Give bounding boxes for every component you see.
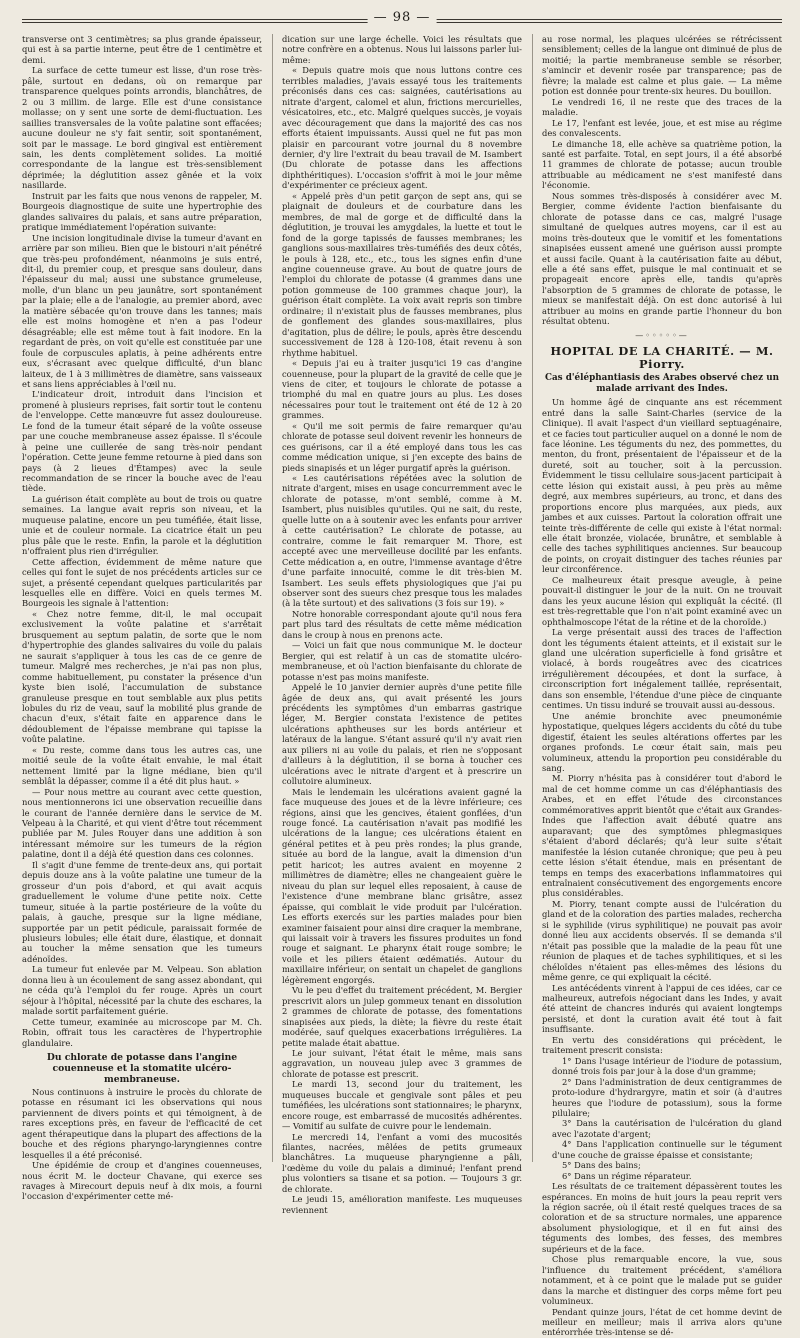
page-number: — 98 — [368,10,437,25]
paragraph: Le dimanche 18, elle achève sa quatrième potion, la santé est parfaite. Total, en sept jours, il a été absorbé 11 grammes de chlorate de potasse; aucun trouble attribuable au médicament ne s'est manifesté dans l'économie. [542,138,782,191]
paragraph: Une épidémie de croup et d'angines couenneuses, nous écrit M. le docteur Chavane, qui exerce ses ravages à Mirecourt depuis neuf à dix mois, a fourni l'occasion d'expérimenter cette mé- [22,1160,262,1202]
paragraph: M. Piorry, tenant compte aussi de l'ulcération du gland et de la coloration des parties malades, rechercha si le syphilide (virus syphilitique) ne pouvait pas avoir donné lieu aux accidents observés. Il se demanda s'il n'était pas possible que la maladie de la peau fût une réunion de plaques et de taches syphilitiques, et si les chéloïdes n'étaient pas elles-mêmes des lésions du même genre, ce qui expliquait la cécité. [542,898,782,983]
paragraph: « Depuis quatre mois que nous luttons contre ces terribles maladies, j'avais essayé tous les traitements préconisés dans ces cas: saignées, cautérisations au nitrate d'argent, calomel et alun, frictions mercurielles, vésicatoires, etc., etc. Malgré quelques succès, je voyais avec découragement que dans la majorité des cas nos efforts étaient impuissants. Aussi quel ne fut pas mon plaisir en parcourant votre journal du 8 novembre dernier, d'y lire l'extrait du beau travail de M. Isambert (Du chlorate de potasse dans les affections diphthéritiques). L'occasion s'offrit à moi le jour même d'expérimenter ce précieux agent. [282,65,522,191]
paragraph: Le mardi 13, second jour du traitement, les muqueuses buccale et gengivale sont pâles et peu tuméfiées, les ulcérations sont stationnaires; le pharynx, encore rouge, est embarrassé de mucosités adhérentes. — Vomitif au sulfate de cuivre pour le lendemain. [282,1079,522,1132]
column-2 [272,34,522,1215]
treatment-list-item: 5° Dans des bains; [562,1160,641,1171]
paragraph: transverse ont 3 centimètres; sa plus grande épaisseur, qui est à sa partie interne, peut être de 1 centimètre et demi. [22,34,262,65]
paragraph: Les antécédents vinrent à l'appui de ces idées, car ce malheureux, autrefois négociant dans les Indes, y avait été atteint de chancres indurés qui avaient longtemps persisté, et dont la curation avait été tout à fait insuffisante. [542,982,782,1035]
paragraph: Pendant quinze jours, l'état de cet homme devint de meilleur en meilleur; mais il arriva alors qu'une entérorrhée très-intense se dé- [542,1306,782,1338]
paragraph: Il s'agit d'une femme de trente-deux ans, qui portait depuis douze ans à la voûte palatine une tumeur de la grosseur d'un pois d'abord, et qui avait acquis graduellement le volume d'une petite noix. Cette tumeur, située à la partie postérieure de la voûte du palais, à gauche, presque sur la ligne médiane, supportée par un petit pédicule, paraissait formée de plusieurs lobules; elle était dure, élastique, et donnait au toucher la même sensation que les tumeurs adénoïdes. [22,859,262,964]
paragraph: « Appelé près d'un petit garçon de sept ans, qui se plaignait de douleurs et de courbature dans les membres, de mal de gorge et de difficulté dans la déglutition, je trouvai les amygdales, la luette et tout le fond de la gorge tapissés de fausses membranes; les ganglions sous-maxillaires très-tuméfiés des deux côtés, le pouls à 128, etc., etc., tous les signes enfin d'une angine couenneuse grave. Au bout de quatre jours de l'emploi du chlorate de potasse (4 grammes dans une potion gommeuse de 100 grammes chaque jour), la guérison était complète. La voix avait repris son timbre ordinaire; il n'existait plus de fausses membranes, plus de gonflement des glandes sous-maxillaires, plus d'agitation, plus de délire; le pouls, après être descendu successivement de 128 à 120-108, était revenu à son rhythme habituel. [282,190,522,358]
section-title: Du chlorate de potasse dans l'angine couenneuse et la stomatite ulcéro-membraneuse. [46,1051,238,1085]
columns [22,34,782,1338]
paragraph: « Chez notre femme, dit-il, le mal occupait exclusivement la voûte palatine et s'arrêtait brusquement au septum palatin, de sorte que le nom d'hypertrophie des glandes salivaires du voile du palais ne saurait s'appliquer à tous les cas de ce genre de tumeur. Malgré mes recherches, je n'ai pas non plus, comme habituellement, pu constater la présence d'un kyste bien isolé, l'accumulation de substance granuleuse presque en tout semblable aux plus petits lobules du riz de veau, sauf la mobilité plus grande de chacun d'eux, s'était faite en apparence dans le dédoublement de l'épaisse membrane qui tapisse la voûte palatine. [22,608,262,745]
paragraph: L'indicateur droit, introduit dans l'incision et promené à plusieurs reprises, fait sortir tout le contenu de l'enveloppe. Cette manœuvre fut assez douloureuse. Le fond de la tumeur était séparé de la voûte osseuse par une couche membraneuse assez épaisse. Il s'écoule à peine une cuillerée de sang très-noir pendant l'opération. Cette jeune femme retourne à pied dans son pays (à 2 lieues d'Étampes) avec la seule recommandation de se rincer la bouche avec de l'eau tiède. [22,389,262,494]
paragraph: Les résultats de ce traitement dépassèrent toutes les espérances. En moins de huit jours la peau reprit vers la région sacrée, où il était resté quelques traces de sa coloration et de sa structure normales, une apparence absolument physiologique, et il en fut ainsi des téguments des lombes, des fesses, des membres supérieurs et de la face. [542,1181,782,1254]
paragraph: Le jour suivant, l'état était le même, mais sans aggravation, un nouveau julep avec 3 grammes de chlorate de potasse est prescrit. [282,1047,522,1079]
paragraph: La tumeur fut enlevée par M. Velpeau. Son ablation donna lieu à un écoulement de sang assez abondant, qui ne céda qu'à l'emploi du fer rouge. Après un court séjour à l'hôpital, nécessité par la chute des eschares, la malade sortit parfaitement guérie. [22,964,262,1017]
paragraph: Mais le lendemain les ulcérations avaient gagné la face muqueuse des joues et de la lèvre inférieure; ces régions, ainsi que les gencives, étaient gonflées, d'un rouge foncé. La cautérisation n'avait pas modifié les ulcérations de la langue; ces ulcérations étaient en général petites et à peu près rondes; la plus grande, située au bord de la langue, avait la dimension d'un petit haricot; les autres avaient en moyenne 2 millimètres de diamètre; elles ne changeaient guère le niveau du plan sur lequel elles reposaient, à cause de l'existence d'une membrane blanc grisâtre, assez épaisse, qui comblait le vide produit par l'ulcération. Les efforts exercés sur les parties malades pour bien examiner faisaient pour ainsi dire craquer la membrane, qui laissait voir à travers les fissures produites un fond rouge et saignant. Le pharynx était rouge sombre; le voile et les piliers étaient œdématiés. Autour du maxillaire inférieur, on sentait un chapelet de ganglions légèrement engorgés. [282,786,522,985]
paragraph: Notre honorable correspondant ajoute qu'il nous fera part plus tard des résultats de cette même médication dans le croup à nous en prenons acte. [282,608,522,640]
paragraph: dication sur une large échelle. Voici les résultats que notre confrère en a obtenus. Nous lui laissons parler lui-même: [282,34,522,65]
paragraph: La surface de cette tumeur est lisse, d'un rose très-pâle, surtout en dedans, où on remarque par transparence quelques points arrondis, blanchâtres, de 2 ou 3 millim. de large. Elle est d'une consistance mollasse; on y sent une sorte de demi-fluctuation. Les saillies transversales de la voûte palatine sont effacées; aucune douleur ne s'y fait sentir, soit spontanément, soit par le massage. Le bord gingival est entièrement sain, les dents complètement solides. La moitié correspondante de la langue est très-sensiblement déprimée; la déglutition assez gênée et la voix nasillarde. [22,65,262,191]
paragraph: Chose plus remarquable encore, la vue, sous l'influence du traitement précédent, s'améliora notamment, et à ce point que le malade put se guider dans la marche et distinguer des corps même fort peu volumineux. [542,1254,782,1307]
paragraph: — Voici un fait que nous communique M. le docteur Bergier, qui est relatif à un cas de stomatite ulcéro-membraneuse, et où l'action bienfaisante du chlorate de potasse n'est pas moins manifeste. [282,640,522,682]
treatment-list-item: 3° Dans la cautérisation de l'ulcération du gland avec l'azotate d'argent; [552,1118,782,1139]
treatment-list-item: 1° Dans l'usage intérieur de l'iodure de potassium, donné trois fois par jour à la dose d'un gramme; [552,1055,782,1077]
column-3 [532,34,782,1338]
treatment-list-item: 6° Dans un régime réparateur. [562,1170,692,1181]
paragraph: M. Piorry n'hésita pas à considérer tout d'abord le mal de cet homme comme un cas d'éléphantiasis des Arabes, et en effet l'étude des circonstances commémoratives apprit bientôt que c'était aux Grandes-Indes que l'affection avait débuté quatre ans auparavant; que des symptômes phlegmasiques s'étaient d'abord déclarés; qu'à leur suite s'était manifestée la lésion cutanée chronique; que peu à peu cette lésion s'était étendue, mais en présentant de temps en temps des exacerbations inflammatoires qui entraînaient consécutivement des engorgements encore plus considérables. [542,773,782,899]
treatment-list-item: 2° Dans l'administration de deux centigrammes de proto-iodure d'hydrargyre, matin et soir (à d'autres heures que l'iodure de potassium), sous la forme pilulaire; [552,1076,782,1118]
paragraph: Le vendredi 16, il ne reste que des traces de la maladie. [542,96,782,118]
page-header [22,8,782,30]
paragraph: « Depuis j'ai eu à traiter jusqu'ici 19 cas d'angine couenneuse, pour la plupart de la gravité de celle que je viens de citer, et toujours le chlorate de potasse a triomphé du mal en quatre jours au plus. Les doses nécessaires pour tout le traitement ont été de 12 à 20 grammes. [282,358,522,421]
paragraph: Une anémie bronchite avec pneumonémie hypostatique, quelques légers accidents du côté du tube digestif, étaient les seules altérations offertes par les organes profonds. Le cœur était sain, mais peu volumineux, attendu la proportion peu considérable du sang. [542,710,782,773]
paragraph: Un homme âgé de cinquante ans est récemment entré dans la salle Saint-Charles (service de la Clinique). Il avait l'aspect d'un vieillard septuagénaire, et ce facies tout particulier auquel on a donné le nom de face léonine. Les téguments du nez, des pommettes, du menton, du front, présentaient de l'épaisseur et de la dureté, soit au toucher, soit à la percussion. Évidemment le tissu cellulaire sous-jacent participait à cette lésion qui existait aussi, à peu près au même degré, aux membres supérieurs, au tronc, et dans des proportions encore plus marquées, aux pieds, aux jambes et aux cuisses. Partout la coloration offrait une teinte très-différente de celle qui existe à l'état normal: elle était bronzée, violacée, brunâtre, et semblable à celle des taches syphilitiques anciennes. Sur beaucoup de points, on croyait distinguer des taches réunies par leur circonférence. [542,397,782,575]
hospital-heading: HOPITAL DE LA CHARITÉ. — M. Piorry. [550,344,774,372]
paragraph: En vertu des considérations qui précèdent, le traitement prescrit consista: [542,1034,782,1056]
paragraph: Une incision longitudinale divise la tumeur d'avant en arrière par son milieu. Bien que le bistouri n'ait pénétré que très-peu profondément, néanmoins je suis entré, dit-il, du premier coup, et presque sans douleur, dans l'épaisseur du mal; aussi une substance grumeleuse, molle, d'un blanc un peu jaunâtre, sort spontanément par la plaie; elle a de l'analogie, au premier abord, avec la matière sébacée qu'on trouve dans les tannes; mais elle est moins homogène et n'en a pas l'odeur désagréable; elle est même tout à fait inodore. En la regardant de près, on voit qu'elle est constituée par une foule de corpuscules aplatis, à peine adhérents entre eux, s'écrasant avec quelque difficulté, d'un blanc laiteux, de 1 à 3 millimètres de diamètre, sans vaisseaux et sans liens appréciables à l'œil nu. [22,232,262,389]
case-title: Cas d'éléphantiasis des Arabes observé chez un malade arrivant des Indes. [544,373,779,394]
paragraph: « Qu'il me soit permis de faire remarquer qu'au chlorate de potasse seul doivent revenir les honneurs de ces guérisons, car il a été employé dans tous les cas comme médication unique, si j'en excepte des bains de pieds sinapisés et un léger purgatif après la guérison. [282,420,522,473]
paragraph: Nous sommes très-disposés à considérer avec M. Bergier, comme évidente l'action bienfaisante du chlorate de potasse dans ce cas, malgré l'usage simultané de quelques autres moyens, car il est au moins très-douteux que le vomitif et les fomentations sinapisées eussent amené une guérison aussi prompte et aussi facile. Quant à la cautérisation faite au début, elle a été sans effet, puisque le mal continuait et se propageait encore après elle, tandis qu'après l'absorption de 5 grammes de chlorate de potasse, le mieux se manifestait déjà. On est donc autorisé à lui attribuer au moins en grande partie l'honneur du bon résultat obtenu. [542,190,782,327]
column-1 [22,34,262,1202]
paragraph: Cette affection, évidemment de même nature que celles qui font le sujet de nos précédents articles sur ce sujet, a présenté cependant quelques particularités par lesquelles elle en diffère. Voici en quels termes M. Bourgeois les signale à l'attention: [22,556,262,609]
paragraph: La verge présentait aussi des traces de l'affection dont les téguments étaient atteints, et il existait sur le gland une ulcération superficielle à fond grisâtre et violacé, à bords rougeâtres avec des cicatrices irrégulièrement découpées, et dont la surface, à circonscription fort inégalement taillée, représentait, dans son ensemble, l'étendue d'une pièce de cinquante centimes. Un tissu induré se trouvait aussi au-dessous. [542,627,782,711]
paragraph: Le jeudi 15, amélioration manifeste. Les muqueuses reviennent [282,1194,522,1215]
ornament-divider: —◦◦◦◦◦— [635,330,689,340]
paragraph: Ce malheureux était presque aveugle, à peine pouvait-il distinguer le jour de la nuit. On ne trouvait dans les yeux aucune lésion qui expliquât la cécité. (Il est très-regrettable que l'on n'ait point examiné avec un ophthalmoscope l'état de la rétine et de la choroïde.) [542,574,782,627]
paragraph: — Pour nous mettre au courant avec cette question, nous mentionnerons ici une observation recueillie dans le courant de l'année dernière dans le service de M. Velpeau à la Charité, et qui vient d'être tout récemment publiée par M. Jules Rouyer dans une addition à son intéressant mémoire sur les tumeurs de la région palatine, dont il a déjà été question dans ces colonnes. [22,786,262,860]
paragraph: au rose normal, les plaques ulcérées se rétrécissent sensiblement; celles de la langue ont diminué de plus de moitié; la partie membraneuse semble se résorber, s'amincir et devenir rosée par transparence; pas de fièvre; la malade est calme et plus gaie. — La même potion est donnée pour trente-six heures. Du bouillon. [542,34,782,97]
paragraph: Vu le peu d'effet du traitement précédent, M. Bergier prescrivit alors un julep gommeux tenant en dissolution 2 grammes de chlorate de potasse, des fomentations sinapisées aux pieds, la diète; la fièvre du reste était modérée, sauf quelques exacerbations irrégulières. La petite malade était abattue. [282,985,522,1048]
paragraph: « Les cautérisations répétées avec la solution de nitrate d'argent, mises en usage concurremment avec le chlorate de potasse, m'ont semblé, comme à M. Isambert, plus nuisibles qu'utiles. Qui ne sait, du reste, quelle lutte on a à soutenir avec les enfants pour arriver à cette cautérisation? Le chlorate de potasse, au contraire, comme le fait remarquer M. Thore, est accepté avec une merveilleuse docilité par les enfants. Cette médication a, en outre, l'immense avantage d'être d'une parfaite innocuité, comme le dit très-bien M. Isambert. Les seuls effets physiologiques que j'ai pu observer sont des sueurs chez presque tous les malades (à la tête surtout) et des salivations (3 fois sur 19). » [282,473,522,609]
paragraph: Appelé le 10 janvier dernier auprès d'une petite fille âgée de deux ans, qui avait présenté les jours précédents les symptômes d'un embarras gastrique léger, M. Bergier constata l'existence de petites ulcérations aphtheuses sur les bords antérieur et latéraux de la langue. S'étant assuré qu'il n'y avait rien aux piliers ni au voile du palais, et rien ne s'opposant d'ailleurs à la déglutition, il se borna à toucher ces ulcérations avec le nitrate d'argent et à prescrire un collutoire alumineux. [282,682,522,787]
paragraph: Le mercredi 14, l'enfant a vomi des mucosités filantes, nacrées, mêlées de petits grumeaux blanchâtres. La muqueuse pharyngienne a pâli, l'œdème du voile du palais a diminué; l'enfant prend plus volontiers sa tisane et sa potion. — Toujours 3 gr. de chlorate. [282,1131,522,1194]
treatment-list-item: 4° Dans l'application continuelle sur le tégument d'une couche de graisse épaisse et consistante; [552,1139,782,1160]
paragraph: Le 17, l'enfant est levée, joue, et est mise au régime des convalescents. [542,117,782,139]
paragraph: « Du reste, comme dans tous les autres cas, une moitié seule de la voûte était envahie, le mal était nettement limité par la ligne médiane, bien qu'il semblât la dépasser, comme il a été dit plus haut. » [22,744,262,787]
paragraph: Cette tumeur, examinée au microscope par M. Ch. Robin, offrait tous les caractères de l'hypertrophie glandulaire. [22,1016,262,1048]
paragraph: La guérison était complète au bout de trois ou quatre semaines. La langue avait repris son niveau, et la muqueuse palatine, encore un peu tuméfiée, était lisse, unie et de couleur normale. La cicatrice était un peu plus pâle que le reste. Enfin, la parole et la déglutition n'offraient plus rien d'irrégulier. [22,493,262,557]
paragraph: Nous continuons à instruire le procès du chlorate de potasse en résumant ici les observations qui nous parviennent de divers points et qui témoignent, à de rares exceptions près, en faveur de l'efficacité de cet agent thérapeutique dans la plupart des affections de la bouche et des régions pharyngo-laryngiennes contre lesquelles il a été préconisé. [22,1086,262,1160]
paragraph: Instruit par les faits que nous venons de rappeler, M. Bourgeois diagnostique de suite une hypertrophie des glandes salivaires du palais, et sans autre préparation, pratique immédiatement l'opération suivante: [22,190,262,233]
